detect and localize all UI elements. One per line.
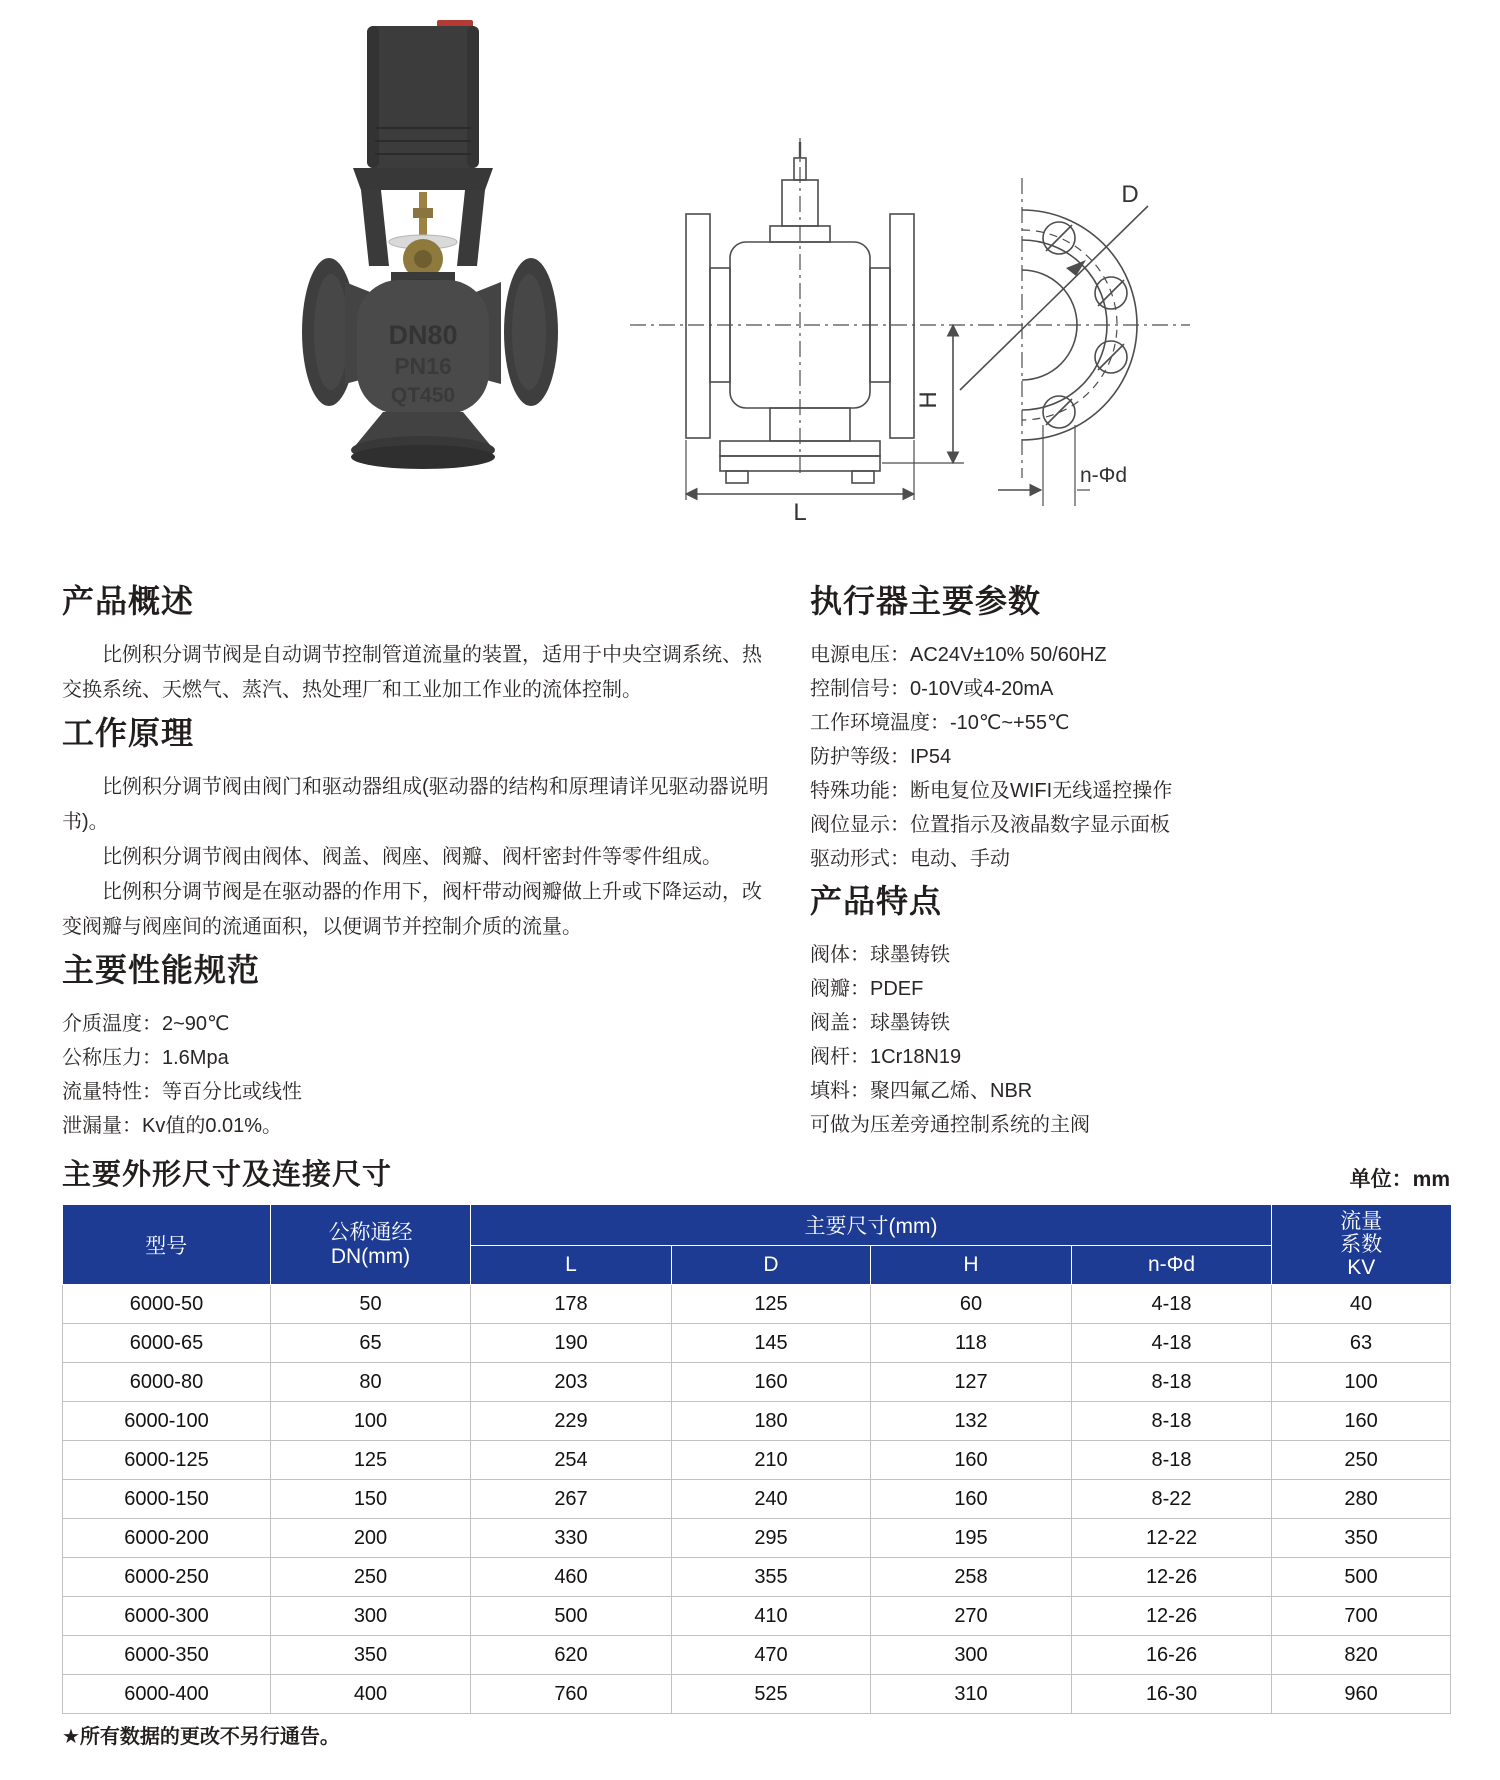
table-cell: 229 bbox=[471, 1402, 672, 1441]
col-header-dn bbox=[271, 1205, 471, 1285]
body-marking-qt: QT450 bbox=[390, 384, 456, 407]
table-cell: 254 bbox=[471, 1441, 672, 1480]
overview-body: 比例积分调节阀是自动调节控制管道流量的装置，适用于中央空调系统、热交换系统、天燃气、蒸汽、热处理厂和工业加工作业的流体控制。 bbox=[62, 644, 762, 701]
table-cell: 6000-250 bbox=[63, 1558, 271, 1597]
table-cell: 150 bbox=[271, 1480, 471, 1519]
col-header-kv bbox=[1272, 1205, 1451, 1285]
table-row bbox=[63, 1285, 1451, 1324]
table-cell: 460 bbox=[471, 1558, 672, 1597]
table-cell: 6000-400 bbox=[63, 1675, 271, 1714]
dimensions-table bbox=[62, 1205, 1451, 1714]
col-header-kv-line1: 流量 bbox=[1340, 1210, 1383, 1233]
table-cell: 4-18 bbox=[1072, 1324, 1272, 1363]
feature-item: 阀瓣：PDEF bbox=[810, 978, 924, 1000]
table-row bbox=[63, 1480, 1451, 1519]
table-cell: 118 bbox=[871, 1324, 1072, 1363]
actuator-items bbox=[810, 638, 1460, 876]
table-cell: 620 bbox=[471, 1636, 672, 1675]
overview-title: 产品概述 bbox=[62, 583, 195, 619]
table-row bbox=[63, 1519, 1451, 1558]
performance-item: 流量特性：等百分比或线性 bbox=[62, 1081, 302, 1103]
table-cell: 63 bbox=[1272, 1324, 1451, 1363]
table-cell: 160 bbox=[1272, 1402, 1451, 1441]
table-row bbox=[63, 1636, 1451, 1675]
col-header-model: 型号 bbox=[63, 1205, 271, 1285]
actuator-item: 阀位显示：位置指示及液晶数字显示面板 bbox=[810, 814, 1170, 836]
table-cell: 267 bbox=[471, 1480, 672, 1519]
table-cell: 125 bbox=[271, 1441, 471, 1480]
col-header-dn-line1: 公称通经 bbox=[328, 1220, 413, 1244]
table-cell: 355 bbox=[672, 1558, 871, 1597]
dimensions-header bbox=[62, 1152, 1450, 1193]
table-cell: 300 bbox=[871, 1636, 1072, 1675]
table-cell: 410 bbox=[672, 1597, 871, 1636]
actuator-item: 驱动形式：电动、手动 bbox=[810, 848, 1010, 870]
principle-title: 工作原理 bbox=[62, 715, 195, 751]
table-cell: 470 bbox=[672, 1636, 871, 1675]
table-cell: 16-30 bbox=[1072, 1675, 1272, 1714]
actuator-item: 特殊功能：断电复位及WIFI无线遥控操作 bbox=[810, 780, 1173, 802]
table-cell: 400 bbox=[271, 1675, 471, 1714]
table-cell: 960 bbox=[1272, 1675, 1451, 1714]
table-cell: 127 bbox=[871, 1363, 1072, 1402]
col-header-main-dims: 主要尺寸(mm) bbox=[471, 1205, 1272, 1246]
table-cell: 160 bbox=[871, 1441, 1072, 1480]
table-cell: 4-18 bbox=[1072, 1285, 1272, 1324]
actuator-title: 执行器主要参数 bbox=[810, 583, 1042, 619]
table-cell: 12-22 bbox=[1072, 1519, 1272, 1558]
table-cell: 100 bbox=[271, 1402, 471, 1441]
feature-item: 阀体：球墨铸铁 bbox=[810, 944, 950, 966]
col-header-kv-line2: 系数 bbox=[1340, 1233, 1383, 1256]
product-photo bbox=[295, 14, 565, 474]
table-cell: 350 bbox=[271, 1636, 471, 1675]
table-row bbox=[63, 1441, 1451, 1480]
feature-item: 可做为压差旁通控制系统的主阀 bbox=[810, 1114, 1090, 1136]
dimension-drawing bbox=[570, 128, 1350, 528]
table-cell: 280 bbox=[1272, 1480, 1451, 1519]
table-cell: 16-26 bbox=[1072, 1636, 1272, 1675]
table-cell: 8-18 bbox=[1072, 1363, 1272, 1402]
col-header-L: L bbox=[471, 1246, 672, 1285]
principle-paragraph: 比例积分调节阀由阀体、阀盖、阀座、阀瓣、阀杆密封件等零件组成。 bbox=[102, 846, 722, 868]
table-cell: 180 bbox=[672, 1402, 871, 1441]
body-marking-dn: DN80 bbox=[388, 320, 458, 350]
table-cell: 500 bbox=[471, 1597, 672, 1636]
table-cell: 270 bbox=[871, 1597, 1072, 1636]
table-cell: 132 bbox=[871, 1402, 1072, 1441]
table-cell: 160 bbox=[672, 1363, 871, 1402]
feature-items bbox=[810, 938, 1460, 1142]
principle-paragraph: 比例积分调节阀是在驱动器的作用下，阀杆带动阀瓣做上升或下降运动，改变阀瓣与阀座间的流通面积，以便调节并控制介质的流量。 bbox=[62, 881, 762, 938]
actuator-item: 工作环境温度：-10℃~+55℃ bbox=[810, 712, 1070, 734]
table-cell: 60 bbox=[871, 1285, 1072, 1324]
table-cell: 6000-350 bbox=[63, 1636, 271, 1675]
table-cell: 125 bbox=[672, 1285, 871, 1324]
col-header-n-phi-d: n-Φd bbox=[1072, 1246, 1272, 1285]
actuator-item: 电源电压：AC24V±10% 50/60HZ bbox=[810, 644, 1107, 666]
table-cell: 50 bbox=[271, 1285, 471, 1324]
dimensions-table-body bbox=[63, 1285, 1451, 1714]
table-cell: 700 bbox=[1272, 1597, 1451, 1636]
table-cell: 65 bbox=[271, 1324, 471, 1363]
features-title: 产品特点 bbox=[810, 883, 943, 919]
table-cell: 8-18 bbox=[1072, 1441, 1272, 1480]
dimensions-table-head bbox=[63, 1205, 1451, 1285]
dim-D-line bbox=[960, 206, 1148, 390]
feature-item: 阀杆：1Cr18N19 bbox=[810, 1046, 962, 1068]
performance-item: 公称压力：1.6Mpa bbox=[62, 1047, 229, 1069]
footer-note: ★所有数据的更改不另行通告。 bbox=[62, 1726, 340, 1748]
label-L: L bbox=[793, 499, 807, 526]
feature-item: 填料：聚四氟乙烯、NBR bbox=[810, 1080, 1033, 1102]
table-row bbox=[63, 1675, 1451, 1714]
actuator-item: 防护等级：IP54 bbox=[810, 746, 952, 768]
table-cell: 195 bbox=[871, 1519, 1072, 1558]
dimensions-title: 主要外形尺寸及连接尺寸 bbox=[62, 1159, 393, 1191]
table-cell: 500 bbox=[1272, 1558, 1451, 1597]
table-cell: 210 bbox=[672, 1441, 871, 1480]
table-row bbox=[63, 1363, 1451, 1402]
table-cell: 240 bbox=[672, 1480, 871, 1519]
label-H: H bbox=[915, 391, 942, 409]
table-cell: 145 bbox=[672, 1324, 871, 1363]
table-cell: 8-18 bbox=[1072, 1402, 1272, 1441]
performance-items bbox=[62, 1007, 778, 1143]
table-cell: 203 bbox=[471, 1363, 672, 1402]
col-header-D: D bbox=[672, 1246, 871, 1285]
body-marking-pn: PN16 bbox=[394, 353, 452, 379]
table-cell: 6000-100 bbox=[63, 1402, 271, 1441]
col-header-kv-line3: KV bbox=[1347, 1256, 1376, 1279]
principle-paragraphs bbox=[62, 770, 778, 945]
left-column bbox=[62, 576, 778, 1143]
table-cell: 6000-50 bbox=[63, 1285, 271, 1324]
table-cell: 250 bbox=[271, 1558, 471, 1597]
table-row bbox=[63, 1402, 1451, 1441]
table-cell: 258 bbox=[871, 1558, 1072, 1597]
table-cell: 40 bbox=[1272, 1285, 1451, 1324]
table-cell: 6000-125 bbox=[63, 1441, 271, 1480]
table-row bbox=[63, 1558, 1451, 1597]
table-cell: 6000-300 bbox=[63, 1597, 271, 1636]
bolt-holes bbox=[1043, 222, 1127, 428]
table-row bbox=[63, 1597, 1451, 1636]
table-cell: 6000-80 bbox=[63, 1363, 271, 1402]
dim-H bbox=[882, 325, 964, 463]
label-n-phi-d: n-Φd bbox=[1080, 464, 1128, 487]
table-cell: 100 bbox=[1272, 1363, 1451, 1402]
performance-item: 泄漏量：Kv值的0.01%。 bbox=[62, 1115, 283, 1137]
table-cell: 250 bbox=[1272, 1441, 1451, 1480]
table-cell: 178 bbox=[471, 1285, 672, 1324]
table-cell: 295 bbox=[672, 1519, 871, 1558]
flange-end-view bbox=[960, 178, 1148, 506]
col-header-dn-line2: DN(mm) bbox=[330, 1244, 411, 1268]
table-cell: 12-26 bbox=[1072, 1558, 1272, 1597]
feature-item: 阀盖：球墨铸铁 bbox=[810, 1012, 950, 1034]
table-cell: 820 bbox=[1272, 1636, 1451, 1675]
table-cell: 525 bbox=[672, 1675, 871, 1714]
table-cell: 300 bbox=[271, 1597, 471, 1636]
table-cell: 330 bbox=[471, 1519, 672, 1558]
table-cell: 760 bbox=[471, 1675, 672, 1714]
table-cell: 12-26 bbox=[1072, 1597, 1272, 1636]
table-cell: 350 bbox=[1272, 1519, 1451, 1558]
performance-title: 主要性能规范 bbox=[62, 952, 261, 988]
table-cell: 6000-200 bbox=[63, 1519, 271, 1558]
table-cell: 6000-65 bbox=[63, 1324, 271, 1363]
actuator bbox=[353, 20, 493, 190]
table-cell: 200 bbox=[271, 1519, 471, 1558]
right-column bbox=[810, 576, 1460, 1142]
table-cell: 6000-150 bbox=[63, 1480, 271, 1519]
dimensions-unit: 单位：mm bbox=[1349, 1168, 1450, 1191]
valve-body bbox=[302, 258, 558, 469]
table-cell: 80 bbox=[271, 1363, 471, 1402]
table-cell: 190 bbox=[471, 1324, 672, 1363]
principle-paragraph: 比例积分调节阀由阀门和驱动器组成(驱动器的结构和原理请详见驱动器说明书)。 bbox=[62, 776, 769, 833]
col-header-H: H bbox=[871, 1246, 1072, 1285]
performance-item: 介质温度：2~90℃ bbox=[62, 1013, 230, 1035]
table-cell: 160 bbox=[871, 1480, 1072, 1519]
table-cell: 310 bbox=[871, 1675, 1072, 1714]
label-D: D bbox=[1121, 181, 1139, 208]
actuator-item: 控制信号：0-10V或4-20mA bbox=[810, 678, 1054, 700]
table-cell: 8-22 bbox=[1072, 1480, 1272, 1519]
table-row bbox=[63, 1324, 1451, 1363]
